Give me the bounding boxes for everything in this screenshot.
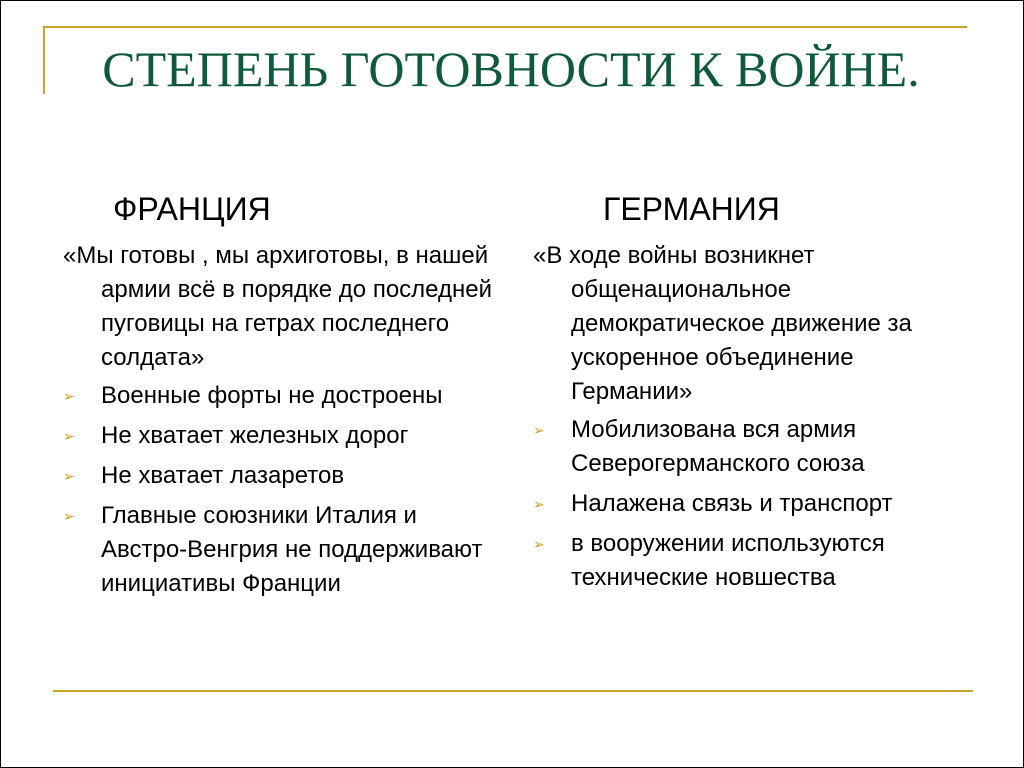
france-bullet-item [63,459,503,493]
germany-heading: ГЕРМАНИЯ [603,191,780,227]
arrowhead-bullet-icon: ➢ [533,536,545,552]
germany-column [533,189,973,601]
arrowhead-bullet-icon: ➢ [63,508,75,524]
france-bullet-text: Не хватает лазаретов [101,462,345,489]
left-accent-line [43,26,45,94]
germany-bullet-list [533,413,973,595]
germany-bullet-text: в вооружении используются технические новшества [571,530,885,591]
germany-bullet-item [533,527,973,595]
germany-bullet-text: Мобилизована вся армия Северогерманского союза [571,416,865,477]
france-bullet-item [63,379,503,413]
france-quote: «Мы готовы , мы архиготовы, в нашей армии всё в порядке до последней пуговицы на гетрах последнего солдата» [63,242,492,371]
germany-bullet-text: Налажена связь и транспорт [571,490,893,517]
top-divider-line [45,26,967,28]
france-bullet-item [63,419,503,453]
slide-title: СТЕПЕНЬ ГОТОВНОСТИ К ВОЙНЕ. [102,41,920,97]
france-column [63,189,503,607]
france-heading: ФРАНЦИЯ [113,191,271,227]
arrowhead-bullet-icon: ➢ [63,468,75,484]
germany-bullet-item [533,413,973,481]
germany-bullet-item [533,487,973,521]
france-bullet-text: Не хватает железных дорог [101,422,409,449]
arrowhead-bullet-icon: ➢ [533,496,545,512]
france-bullet-text: Военные форты не достроены [101,382,443,409]
germany-quote: «В ходе войны возникнет общенациональное демократическое движение за ускоренное объединение Германии» [533,242,912,405]
france-bullet-list [63,379,503,601]
arrowhead-bullet-icon: ➢ [63,388,75,404]
arrowhead-bullet-icon: ➢ [63,428,75,444]
bottom-divider-line [53,690,973,692]
arrowhead-bullet-icon: ➢ [533,422,545,438]
france-bullet-item [63,499,503,601]
france-bullet-text: Главные союзники Италия и Австро-Венгрия не поддерживают инициативы Франции [101,502,483,597]
